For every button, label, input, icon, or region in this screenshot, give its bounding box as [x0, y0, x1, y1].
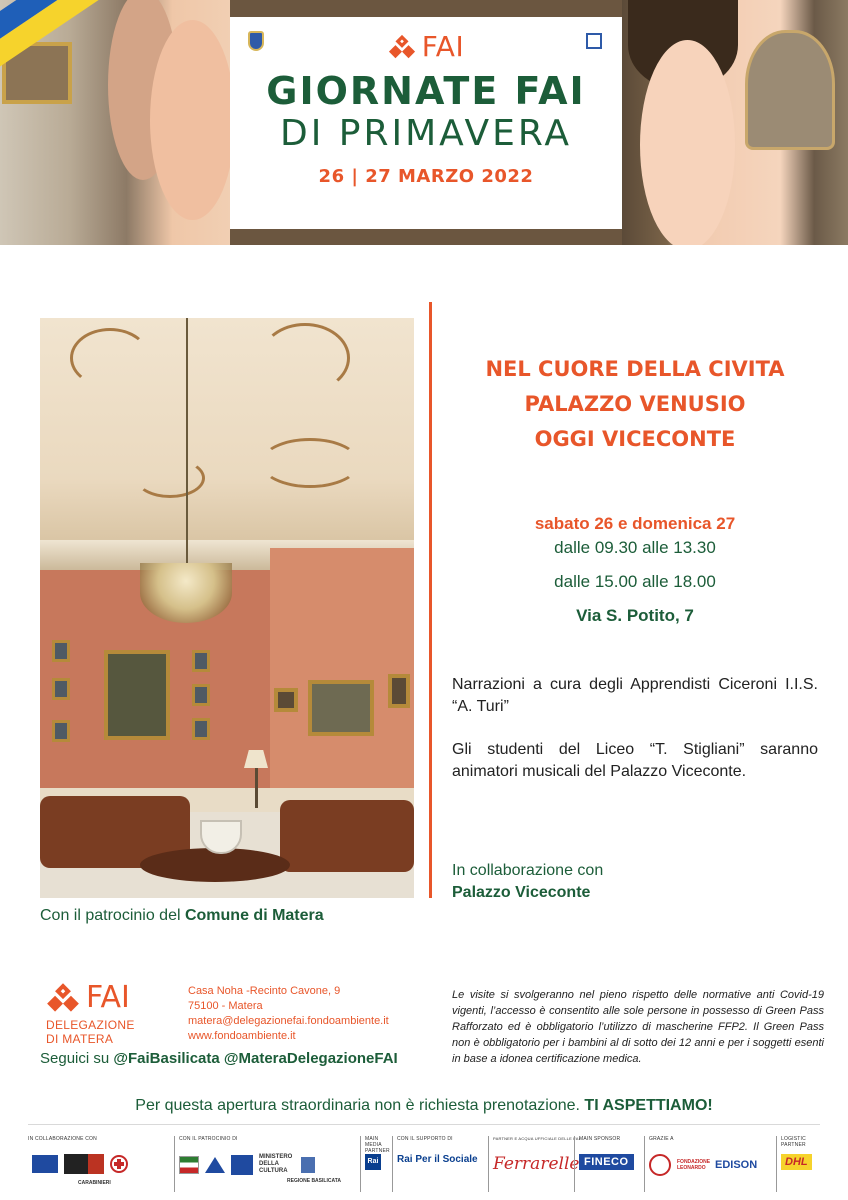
- regione-basilicata-icon: [301, 1157, 315, 1173]
- opening-hours: [452, 513, 818, 629]
- patronage-line: [40, 907, 324, 925]
- leather-sofa: [280, 800, 414, 872]
- partner-caption: MAIN SPONSOR: [579, 1136, 621, 1142]
- fai-logo-icon: [388, 33, 416, 61]
- partner-caption: GRAZIE A: [649, 1136, 674, 1142]
- patronage-prefix: Con il patrocinio del: [40, 907, 185, 924]
- title-line-2: DI PRIMAVERA: [279, 113, 573, 154]
- header-banner: [0, 0, 848, 245]
- contact-website[interactable]: www.fondoambiente.it: [188, 1030, 296, 1042]
- patronage-name: Comune di Matera: [184, 907, 324, 924]
- covid-notice: Le visite si svolgeranno nel pieno rispetto delle normative anti Covid-19 vigenti, l’accesso è consentito alle sole persone in possesso di Green Pass Rafforzato ed è obbligatorio l’utilizzo di mascherine FFP2. Il Green Pass non è obbligatorio per i bambini al di sotto dei 12 anni e per i soggetti esenti in base a idonea certificazione medica.: [452, 989, 824, 1065]
- partner-caption: MAIN MEDIA PARTNER: [365, 1136, 390, 1154]
- chandelier: [140, 563, 232, 623]
- delegation-brand: FAI: [86, 980, 130, 1015]
- fai-delegation-logo: [46, 980, 186, 1046]
- regione-label: REGIONE BASILICATA: [287, 1178, 341, 1184]
- partner-group-logistics: [776, 1136, 820, 1192]
- triangle-logo-icon: [205, 1157, 225, 1173]
- divider-line: [429, 302, 432, 898]
- delegation-line-2: DI MATERA: [46, 1032, 114, 1046]
- partner-strip: [28, 1136, 820, 1192]
- partner-caption: PARTNER E ACQUA UFFICIALE DELLE FAI: [493, 1136, 580, 1141]
- miniature: [192, 650, 210, 672]
- opening-days: sabato 26 e domenica 27: [534, 514, 736, 533]
- partner-group-support: [392, 1136, 482, 1192]
- unesco-icon: [586, 33, 602, 49]
- eu-flag-icon: [32, 1155, 58, 1173]
- collaboration: [452, 860, 603, 904]
- girl-face: [640, 40, 735, 245]
- venue-address: Via S. Potito, 7: [576, 606, 694, 625]
- protezione-civile-icon: [179, 1156, 199, 1174]
- fai-logo-icon: [46, 981, 80, 1015]
- frescoed-ceiling: [40, 318, 414, 548]
- woman-face: [150, 20, 235, 220]
- chandelier-chain: [186, 318, 188, 573]
- partner-group-main-sponsor: [574, 1136, 640, 1192]
- fineco-logo: FINECO: [579, 1154, 634, 1170]
- social-handles: @FaiBasilicata @MateraDelegazioneFAI: [113, 1050, 398, 1067]
- rai-logo: Rai: [365, 1154, 381, 1170]
- partner-caption: CON IL PATROCINIO DI: [179, 1136, 238, 1142]
- partner-group-water: [488, 1136, 580, 1192]
- event-date: 26 | 27 MARZO 2022: [318, 166, 534, 187]
- contact-address: Casa Noha -Recinto Cavone, 9: [188, 985, 341, 997]
- contact-city: 75100 - Matera: [188, 1000, 263, 1012]
- cta-text: Per questa apertura straordinaria non è richiesta prenotazione.: [135, 1097, 585, 1114]
- footer-separator: [28, 1124, 820, 1125]
- partner-group-media: [360, 1136, 390, 1192]
- miniature: [52, 720, 70, 742]
- social-line: [40, 1050, 398, 1067]
- headline-line-1: NEL CUORE DELLA CIVITA: [485, 357, 785, 381]
- morning-hours: dalle 09.30 alle 13.30: [554, 538, 716, 557]
- miniature: [192, 684, 210, 706]
- leonardo-label: FONDAZIONE LEONARDO: [677, 1159, 711, 1171]
- miniature: [52, 640, 70, 662]
- ministero-cultura-icon: [231, 1155, 253, 1175]
- music-paragraph: Gli studenti del Liceo “T. Stigliani” saranno animatori musicali del Palazzo Viceconte.: [452, 741, 818, 780]
- lamp-stem: [255, 768, 258, 808]
- cta-bold: TI ASPETTIAMO!: [584, 1097, 713, 1114]
- title-line-1: GIORNATE FAI: [266, 69, 586, 113]
- collab-prefix: In collaborazione con: [452, 862, 604, 879]
- delegation-line-1: DELEGAZIONE: [46, 1018, 135, 1032]
- fai-logo: [230, 30, 622, 63]
- fai-wordmark: FAI: [421, 30, 465, 63]
- call-to-action: [0, 1097, 848, 1115]
- ferrarelle-logo: Ferrarelle: [493, 1154, 580, 1174]
- partner-group-thanks: [644, 1136, 774, 1192]
- contact-email[interactable]: matera@delegazionefai.fondoambiente.it: [188, 1015, 389, 1027]
- ministero-label: MINISTERO DELLA CULTURA: [259, 1154, 293, 1174]
- collab-name: Palazzo Viceconte: [452, 884, 591, 901]
- partner-group-patronage: [174, 1136, 354, 1192]
- partner-caption: LOGISTIC PARTNER: [781, 1136, 806, 1148]
- carabinieri-logo-icon: [64, 1154, 104, 1174]
- miniature: [52, 678, 70, 700]
- contact-block: [188, 984, 389, 1044]
- carabinieri-label: CARABINIERI: [78, 1180, 111, 1186]
- headline-line-3: OGGI VICECONTE: [534, 427, 736, 451]
- red-cross-icon: [110, 1155, 128, 1173]
- partner-caption: IN COLLABORAZIONE CON: [28, 1136, 97, 1142]
- painting: [274, 688, 298, 712]
- painting: [104, 650, 170, 740]
- miniature: [192, 718, 210, 740]
- event-headline: [452, 352, 818, 457]
- edison-logo: EDISON: [715, 1159, 758, 1171]
- afternoon-hours: dalle 15.00 alle 18.00: [554, 572, 716, 591]
- region-crest-icon: [248, 31, 264, 51]
- ornate-mirror: [745, 30, 835, 150]
- title-card: [230, 17, 622, 229]
- headline-line-2: PALAZZO VENUSIO: [524, 392, 746, 416]
- leonardo-icon: [649, 1154, 671, 1176]
- narration-paragraph: Narrazioni a cura degli Apprendisti Ciceroni I.I.S. “A. Turi”: [452, 676, 818, 715]
- painting: [308, 680, 374, 736]
- social-prefix: Seguici su: [40, 1050, 114, 1067]
- painting: [388, 674, 410, 708]
- partner-caption: CON IL SUPPORTO DI: [397, 1136, 453, 1142]
- rai-sociale-logo: Rai Per il Sociale: [397, 1154, 478, 1165]
- palace-room-photo: [40, 318, 414, 898]
- dhl-logo: DHL: [781, 1154, 812, 1170]
- partner-group-collab: [28, 1136, 168, 1192]
